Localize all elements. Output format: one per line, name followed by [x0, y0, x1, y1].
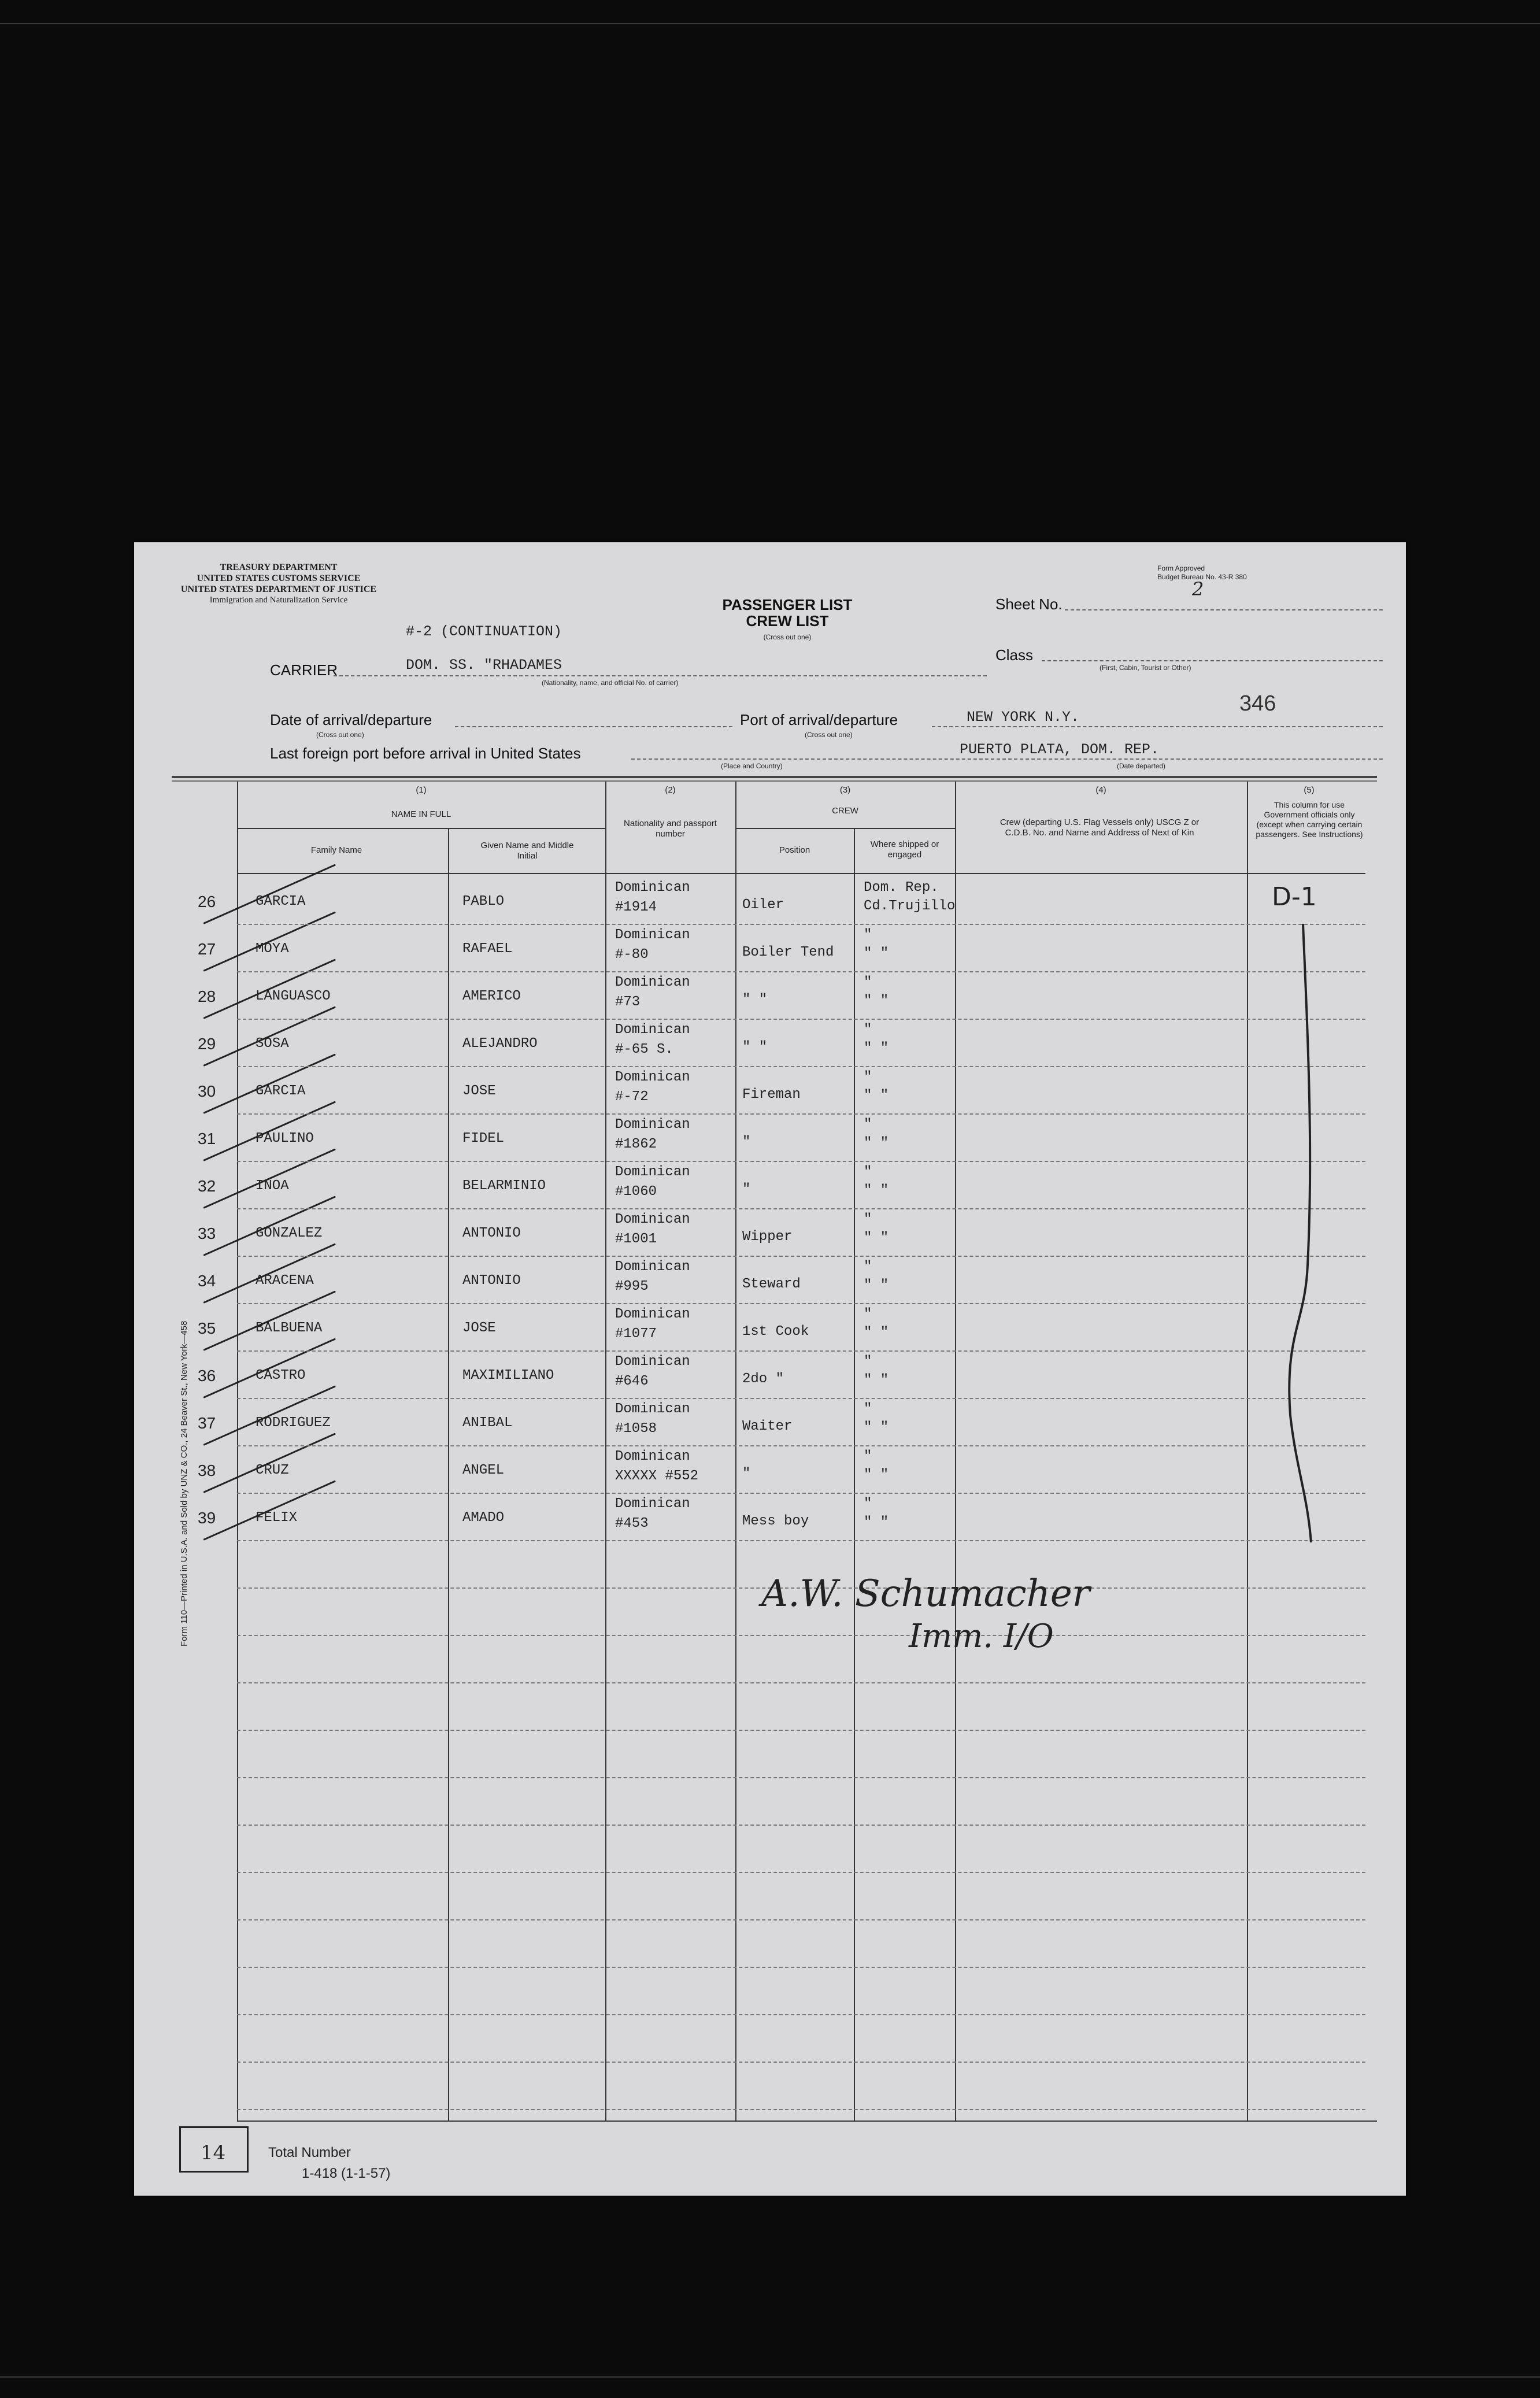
crew-position: Boiler Tend	[742, 945, 834, 960]
crew-position: 2do "	[742, 1371, 784, 1387]
row-rule	[237, 2062, 1365, 2063]
row-check-stroke	[203, 1243, 336, 1303]
row-rule	[237, 924, 1365, 925]
carrier-note: (Nationality, name, and official No. of carrier)	[542, 679, 679, 687]
row-rule	[237, 1066, 1365, 1067]
port-label: Port of arrival/departure	[740, 711, 898, 728]
passport-number: #1862	[615, 1137, 657, 1152]
row-number: 34	[198, 1272, 216, 1290]
family-name: PAULINO	[256, 1131, 314, 1146]
where-engaged-1: "	[864, 975, 872, 990]
col3-position: Position	[779, 845, 810, 855]
form-approved-line-2: Budget Bureau No. 43-R 380	[1157, 573, 1247, 581]
where-engaged-2: " "	[864, 1135, 889, 1151]
nationality: Dominican	[615, 1212, 690, 1227]
passport-number: #646	[615, 1374, 649, 1389]
row-check-stroke	[203, 1338, 336, 1398]
family-name: SOSA	[256, 1036, 289, 1052]
where-engaged-2: " "	[864, 1325, 889, 1341]
crew-position: Steward	[742, 1276, 801, 1292]
carrier-value: DOM. SS. "RHADAMES	[406, 657, 562, 673]
where-engaged-2: " "	[864, 1420, 889, 1435]
row-check-stroke	[203, 1101, 336, 1161]
col1-family: Family Name	[310, 845, 362, 855]
family-name: RODRIGUEZ	[256, 1415, 331, 1431]
family-name: FELIX	[256, 1510, 298, 1526]
title-crew-list: CREW LIST	[746, 612, 829, 630]
sheet-underline	[1065, 609, 1383, 610]
row-check-stroke	[203, 1480, 336, 1540]
row-number: 30	[198, 1082, 216, 1100]
passport-number: #73	[615, 994, 641, 1010]
where-engaged-1: "	[864, 1164, 872, 1180]
signature-line-1: A.W. Schumacher	[761, 1572, 1090, 1615]
nationality: Dominican	[615, 1259, 690, 1275]
passport-number: #1001	[615, 1231, 657, 1247]
continuation-text: #-2 (CONTINUATION)	[406, 623, 562, 640]
given-name: AMADO	[462, 1510, 505, 1526]
col2-num: (2)	[665, 785, 676, 795]
passport-number: #1914	[615, 900, 657, 915]
page-number: 346	[1239, 691, 1276, 716]
name-subheader-rule	[237, 828, 605, 829]
given-name: MAXIMILIANO	[462, 1368, 554, 1383]
family-name: MOYA	[256, 941, 289, 957]
row-rule	[237, 1825, 1365, 1826]
row-rule	[237, 1777, 1365, 1778]
given-name: JOSE	[462, 1083, 496, 1099]
row-rule	[237, 1445, 1365, 1446]
col-line-given	[448, 829, 449, 2121]
where-engaged-1: "	[864, 1401, 872, 1417]
crew-list-form	[134, 542, 1406, 2196]
row-number: 26	[198, 893, 216, 911]
row-number: 32	[198, 1177, 216, 1195]
agency-block	[175, 562, 383, 606]
scan-edge-top	[0, 23, 1540, 24]
given-name: ALEJANDRO	[462, 1036, 538, 1052]
col4-title: Crew (departing U.S. Flag Vessels only) USCG Z or C.D.B. No. and Name and Address of Next of Kin	[999, 817, 1200, 838]
passport-number: #453	[615, 1516, 649, 1531]
family-name: ARACENA	[256, 1273, 314, 1289]
crew-position: Fireman	[742, 1087, 801, 1102]
c5-annotation: D-1	[1272, 882, 1317, 912]
given-name: BELARMINIO	[462, 1178, 546, 1194]
given-name: RAFAEL	[462, 941, 513, 957]
row-rule	[237, 2109, 1365, 2110]
row-rule	[237, 1967, 1365, 1968]
family-name: GARCIA	[256, 1083, 306, 1099]
agency-line-3: UNITED STATES DEPARTMENT OF JUSTICE	[180, 584, 377, 594]
given-name: ANTONIO	[462, 1226, 521, 1241]
place-note: (Place and Country)	[721, 762, 783, 770]
where-engaged-2: " "	[864, 1230, 889, 1246]
family-name: GARCIA	[256, 894, 306, 909]
scan-edge-bottom	[0, 2376, 1540, 2378]
row-check-stroke	[203, 1148, 336, 1208]
given-name: PABLO	[462, 894, 505, 909]
port-value: NEW YORK N.Y.	[967, 709, 1080, 726]
date-departed-note: (Date departed)	[1117, 762, 1166, 770]
row-rule	[237, 1398, 1365, 1399]
nationality: Dominican	[615, 1022, 690, 1038]
row-number: 31	[198, 1130, 216, 1148]
table-top-rule-2	[172, 780, 1377, 782]
where-engaged-2: " "	[864, 1041, 889, 1056]
col1-num: (1)	[416, 785, 427, 795]
row-rule	[237, 1919, 1365, 1920]
row-number: 28	[198, 987, 216, 1005]
given-name: ANIBAL	[462, 1415, 513, 1431]
row-rule	[237, 1350, 1365, 1352]
row-rule	[237, 1256, 1365, 1257]
agency-line-2: UNITED STATES CUSTOMS SERVICE	[197, 573, 361, 583]
carrier-label: CARRIER	[270, 661, 338, 679]
given-name: ANTONIO	[462, 1273, 521, 1289]
title-passenger-list: PASSENGER LIST	[722, 596, 853, 613]
row-rule	[237, 1113, 1365, 1115]
nationality: Dominican	[615, 1354, 690, 1370]
passport-number: #-72	[615, 1089, 649, 1105]
row-number: 33	[198, 1224, 216, 1242]
col5-title: This column for use Government officials only (except when carrying certain passengers. See Instructions)	[1256, 800, 1363, 839]
col-line-where	[854, 829, 855, 2121]
carrier-underline	[334, 675, 987, 676]
row-number: 38	[198, 1461, 216, 1479]
family-name: BALBUENA	[256, 1320, 323, 1336]
row-check-stroke	[203, 1053, 336, 1113]
crew-position: 1st Cook	[742, 1324, 809, 1339]
last-port-label: Last foreign port before arrival in United States	[270, 745, 581, 762]
agency-line-1: TREASURY DEPARTMENT	[220, 563, 338, 572]
row-rule	[237, 1019, 1365, 1020]
total-label: Total Number	[268, 2145, 351, 2160]
date-note: (Cross out one)	[316, 731, 364, 739]
row-rule	[237, 1730, 1365, 1731]
where-engaged-2: " "	[864, 946, 889, 961]
where-engaged-1: "	[864, 1449, 872, 1464]
crew-position: "	[742, 1466, 751, 1482]
nationality: Dominican	[615, 1117, 690, 1133]
printer-imprint: Form 110—Printed in U.S.A. and Sold by UNZ & CO., 24 Beaver St., New York—458	[179, 1320, 189, 1646]
port-note: (Cross out one)	[805, 731, 853, 739]
row-rule	[237, 1682, 1365, 1683]
class-label: Class	[995, 646, 1034, 664]
col3-num: (3)	[839, 785, 851, 795]
nationality: Dominican	[615, 1070, 690, 1085]
row-check-stroke	[203, 1006, 336, 1066]
table-bottom-rule	[237, 2121, 1377, 2122]
nationality: Dominican	[615, 1496, 690, 1512]
where-engaged-1: "	[864, 1022, 872, 1038]
passport-number: XXXXX #552	[615, 1468, 699, 1484]
date-label: Date of arrival/departure	[270, 711, 432, 728]
passport-number: #995	[615, 1279, 649, 1294]
crew-position: Mess boy	[742, 1513, 809, 1529]
family-name: LANGUASCO	[256, 989, 331, 1004]
last-port-underline	[631, 758, 1383, 760]
class-note: (First, Cabin, Tourist or Other)	[1100, 664, 1191, 672]
where-engaged-1: Dom. Rep.	[864, 880, 939, 895]
row-check-stroke	[203, 911, 336, 971]
col3-where: Where shipped or engaged	[870, 839, 939, 860]
given-name: JOSE	[462, 1320, 496, 1336]
given-name: AMERICO	[462, 989, 521, 1004]
where-engaged-1: "	[864, 1212, 872, 1227]
class-underline	[1042, 660, 1383, 661]
crew-subheader-rule	[735, 828, 955, 829]
where-engaged-1: "	[864, 1259, 872, 1275]
passport-number: #1077	[615, 1326, 657, 1342]
where-engaged-2: " "	[864, 1183, 889, 1198]
port-underline	[932, 726, 1383, 727]
signature-line-2: Imm. I/O	[909, 1618, 1054, 1655]
row-number: 39	[198, 1509, 216, 1527]
row-rule	[237, 1161, 1365, 1162]
where-engaged-1: "	[864, 927, 872, 943]
where-engaged-1: "	[864, 1354, 872, 1370]
where-engaged-2: " "	[864, 1515, 889, 1530]
family-name: INOA	[256, 1178, 289, 1194]
title-note: (Cross out one)	[763, 633, 812, 641]
where-engaged-2: " "	[864, 1372, 889, 1388]
col5-num: (5)	[1304, 785, 1315, 795]
form-title	[706, 597, 868, 645]
nationality: Dominican	[615, 880, 690, 895]
passport-number: #-80	[615, 947, 649, 963]
col2-title: Nationality and passport number	[624, 819, 717, 839]
where-engaged-2: " "	[864, 993, 889, 1009]
c5-bracket-stroke	[1267, 918, 1337, 1554]
row-rule	[237, 1493, 1365, 1494]
col3-title: CREW	[832, 806, 858, 816]
nationality: Dominican	[615, 975, 690, 990]
col4-num: (4)	[1095, 785, 1106, 795]
row-number: 36	[198, 1367, 216, 1385]
where-engaged-1: "	[864, 1070, 872, 1085]
crew-position: Oiler	[742, 897, 784, 913]
nationality: Dominican	[615, 1164, 690, 1180]
form-approved-line-1: Form Approved	[1157, 564, 1205, 572]
family-name: CRUZ	[256, 1463, 289, 1478]
nationality: Dominican	[615, 927, 690, 943]
where-engaged-1: "	[864, 1496, 872, 1512]
row-rule	[237, 1872, 1365, 1873]
where-engaged-2: " "	[864, 1088, 889, 1104]
family-name: GONZALEZ	[256, 1226, 323, 1241]
row-number: 27	[198, 940, 216, 958]
crew-position: "	[742, 1182, 751, 1197]
given-name: FIDEL	[462, 1131, 505, 1146]
nationality: Dominican	[615, 1307, 690, 1322]
row-rule	[237, 2014, 1365, 2015]
where-engaged-2: Cd.Trujillo	[864, 898, 956, 914]
family-name: CASTRO	[256, 1368, 306, 1383]
row-rule	[237, 1208, 1365, 1209]
crew-position: Wipper	[742, 1229, 793, 1245]
agency-line-4: Immigration and Naturalization Service	[209, 595, 348, 605]
header-bottom-rule	[237, 873, 1365, 874]
row-number: 29	[198, 1035, 216, 1053]
nationality: Dominican	[615, 1401, 690, 1417]
row-rule	[237, 1303, 1365, 1304]
passport-number: #1058	[615, 1421, 657, 1437]
row-rule	[237, 971, 1365, 972]
given-name: ANGEL	[462, 1463, 505, 1478]
row-rule	[237, 1540, 1365, 1541]
where-engaged-1: "	[864, 1117, 872, 1133]
row-number: 35	[198, 1319, 216, 1337]
crew-position: "	[742, 1134, 751, 1150]
crew-position: " "	[742, 1039, 768, 1055]
col1-title: NAME IN FULL	[391, 809, 451, 819]
where-engaged-2: " "	[864, 1278, 889, 1293]
total-value: 14	[201, 2141, 226, 2164]
row-rule	[237, 1635, 1365, 1636]
where-engaged-2: " "	[864, 1467, 889, 1483]
sheet-label: Sheet No.	[995, 595, 1063, 613]
passport-number: #1060	[615, 1184, 657, 1200]
nationality: Dominican	[615, 1449, 690, 1464]
row-number: 37	[198, 1414, 216, 1432]
passport-number: #-65 S.	[615, 1042, 673, 1057]
col1-given: Given Name and Middle Initial	[480, 841, 574, 861]
last-port-value: PUERTO PLATA, DOM. REP.	[960, 741, 1160, 758]
form-code: 1-418 (1-1-57)	[302, 2166, 391, 2181]
crew-position: " "	[742, 992, 768, 1008]
crew-position: Waiter	[742, 1419, 793, 1434]
where-engaged-1: "	[864, 1307, 872, 1322]
row-check-stroke	[203, 1433, 336, 1493]
sheet-value: 2	[1192, 578, 1204, 600]
table-top-rule	[172, 776, 1377, 778]
date-underline	[455, 726, 732, 727]
